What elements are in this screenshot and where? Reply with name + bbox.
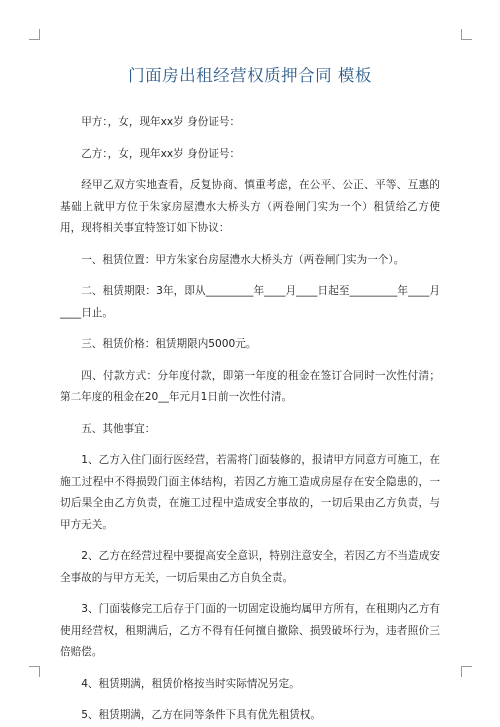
other-item-5: 5、租赁期满，乙方在同等条件下具有优先租赁权。	[81, 709, 321, 721]
crop-mark-top-left	[29, 29, 40, 40]
other-item-4: 4、租赁期满，租赁价格按当时实际情况另定。	[81, 677, 300, 690]
document-body	[60, 112, 440, 727]
crop-mark-bottom-left	[29, 666, 40, 677]
party-a-line: 甲方：，女，现年xx岁 身份证号：	[81, 116, 241, 128]
clause-price: 三、租赁价格：租赁期限内5000元。	[81, 338, 257, 350]
party-b-line: 乙方：，女，现年xx岁 身份证号：	[81, 147, 241, 160]
clause-term: 二、租赁期限：3年，即从_________年____月____日起至_________年____月____日止。	[60, 285, 440, 319]
clause-payment: 四、付款方式：分年度付款，即第一年度的租金在签订合同时一次性付清；第二年度的租金在20__年元月1日前一次性付清。	[60, 369, 440, 403]
other-item-3: 3、门面装修完工后存于门面的一切固定设施均属甲方所有，在租期内乙方有使用经营权，租期满后，乙方不得有任何擅自撤除、损毁破坏行为，违者照价三倍赔偿。	[60, 603, 440, 658]
crop-mark-bottom-right	[461, 666, 472, 677]
document-title: 门面房出租经营权质押合同 模板	[128, 66, 372, 85]
clause-other-heading: 五、其他事宜：	[81, 422, 156, 435]
other-item-1: 1、乙方入住门面行医经营，若需将门面装修的，报请甲方同意方可施工，在施工过程中不得损毁门面主体结构，若因乙方施工造成房屋存在安全隐患的，一切后果全由乙方负责，在施工过程中造成安全事故的，一切后果由乙方负责，与甲方无关。	[60, 454, 440, 531]
crop-mark-top-right	[461, 29, 472, 40]
preamble-paragraph: 经甲乙双方实地查看，反复协商、慎重考虑，在公平、公正、平等、互惠的基础上就甲方位于朱家房屋澧水大桥头方（两卷闸门实为一个）租赁给乙方使用，现将相关事宜特签订如下协议：	[60, 179, 440, 234]
clause-location: 一、租赁位置：甲方朱家台房屋澧水大桥头方（两卷闸门实为一个）。	[81, 253, 405, 266]
other-item-2: 2、乙方在经营过程中要提高安全意识，特别注意安全，若因乙方不当造成安全事故的与甲方无关，一切后果由乙方自负全责。	[60, 550, 440, 584]
